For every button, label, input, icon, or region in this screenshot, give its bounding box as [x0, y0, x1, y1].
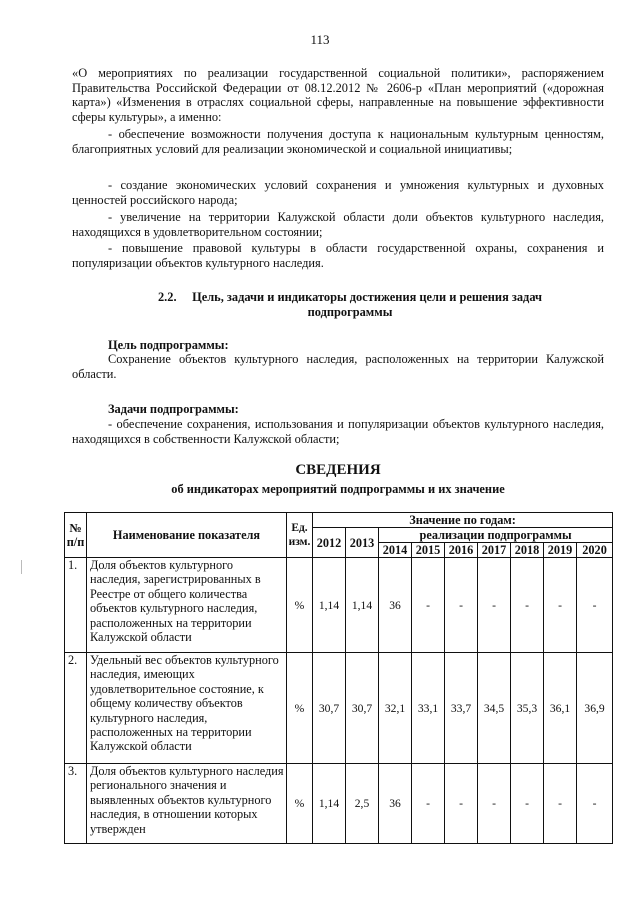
page-number: 113 — [310, 32, 330, 47]
scan-margin-mark — [21, 560, 22, 574]
header-unit: Ед. изм. — [287, 513, 313, 558]
row-value: 1,14 — [313, 764, 346, 844]
row-unit: % — [287, 558, 313, 653]
section-title-line2: подпрограммы — [307, 305, 393, 319]
row-value: 32,1 — [379, 653, 412, 764]
header-name: Наименование показателя — [87, 513, 287, 558]
row-value: 35,3 — [511, 653, 544, 764]
row-value: - — [577, 764, 613, 844]
row-value: - — [478, 764, 511, 844]
header-year: 2015 — [412, 543, 445, 558]
tasks-heading: Задачи подпрограммы: — [108, 402, 239, 416]
table-row — [65, 558, 613, 653]
row-value: 34,5 — [478, 653, 511, 764]
row-value: - — [445, 764, 478, 844]
row-num: 2. — [65, 653, 87, 764]
row-name: Доля объектов культурного наследия регионального значения и выявленных объектов культурного наследия, в отношении которых утвержден — [87, 764, 287, 844]
section-title-line1: Цель, задачи и индикаторы достижения цели и решения задач — [192, 290, 543, 304]
section-heading — [100, 290, 600, 320]
header-year: 2016 — [445, 543, 478, 558]
row-value: 36,1 — [544, 653, 577, 764]
goal-text: Сохранение объектов культурного наследия, расположенных на территории Калужской области. — [72, 352, 604, 381]
intro-paragraph: «О мероприятиях по реализации государственной социальной политики», распоряжением Правительства Российской Федерации от 08.12.2012 № 2606-р «План мероприятий («дорожная карта») «Изменения в отраслях социальной сферы, направленные на повышение эффективности сферы культуры», а именно: — [72, 66, 604, 124]
header-year: 2012 — [313, 528, 346, 558]
row-unit: % — [287, 653, 313, 764]
header-program-group: реализации подпрограммы — [379, 528, 613, 543]
table-subtitle: об индикаторах мероприятий подпрограммы и их значение — [171, 482, 505, 496]
row-unit: % — [287, 764, 313, 844]
row-value: - — [445, 558, 478, 653]
row-value: - — [412, 558, 445, 653]
row-num: 3. — [65, 764, 87, 844]
row-value: 36 — [379, 558, 412, 653]
bullet-item: - повышение правовой культуры в области государственной охраны, сохранения и популяризации объектов культурного наследия. — [72, 241, 604, 270]
header-year: 2013 — [346, 528, 379, 558]
row-value: - — [544, 764, 577, 844]
header-values-group: Значение по годам: — [313, 513, 613, 528]
row-value: 1,14 — [313, 558, 346, 653]
goal-heading: Цель подпрограммы: — [108, 338, 229, 352]
indicators-table — [64, 512, 613, 844]
table-row — [65, 764, 613, 844]
row-value: - — [511, 558, 544, 653]
header-year: 2014 — [379, 543, 412, 558]
tasks-text: - обеспечение сохранения, использования и популяризации объектов культурного наследия, находящихся в собственности Калужской области; — [72, 417, 604, 446]
row-value: 2,5 — [346, 764, 379, 844]
row-value: - — [544, 558, 577, 653]
header-year: 2020 — [577, 543, 613, 558]
bullet-item: - создание экономических условий сохранения и умножения культурных и духовных ценностей российского народа; — [72, 178, 604, 207]
bullet-item: - обеспечение возможности получения доступа к национальным культурным ценностям, благоприятных условий для реализации экономической и социальной инициативы; — [72, 127, 604, 156]
row-value: 36,9 — [577, 653, 613, 764]
header-year: 2018 — [511, 543, 544, 558]
header-num: № п/п — [65, 513, 87, 558]
row-num: 1. — [65, 558, 87, 653]
row-value: - — [412, 764, 445, 844]
bullet-item: - увеличение на территории Калужской области доли объектов культурного наследия, находящихся в удовлетворительном состоянии; — [72, 210, 604, 239]
row-value: - — [478, 558, 511, 653]
row-name: Доля объектов культурного наследия, зарегистрированных в Реестре от общего количества объектов культурного наследия, расположенных на территории Калужской области — [87, 558, 287, 653]
row-value: 30,7 — [313, 653, 346, 764]
row-value: 33,1 — [412, 653, 445, 764]
table-row — [65, 653, 613, 764]
row-value: 1,14 — [346, 558, 379, 653]
row-value: - — [577, 558, 613, 653]
row-value: 36 — [379, 764, 412, 844]
row-name: Удельный вес объектов культурного наследия, имеющих удовлетворительное состояние, к общему количеству объектов культурного наследия, расположенных на территории Калужской области — [87, 653, 287, 764]
header-year: 2019 — [544, 543, 577, 558]
header-year: 2017 — [478, 543, 511, 558]
row-value: - — [511, 764, 544, 844]
table-title: СВЕДЕНИЯ — [295, 462, 381, 478]
row-value: 33,7 — [445, 653, 478, 764]
row-value: 30,7 — [346, 653, 379, 764]
section-number: 2.2. — [157, 290, 177, 304]
